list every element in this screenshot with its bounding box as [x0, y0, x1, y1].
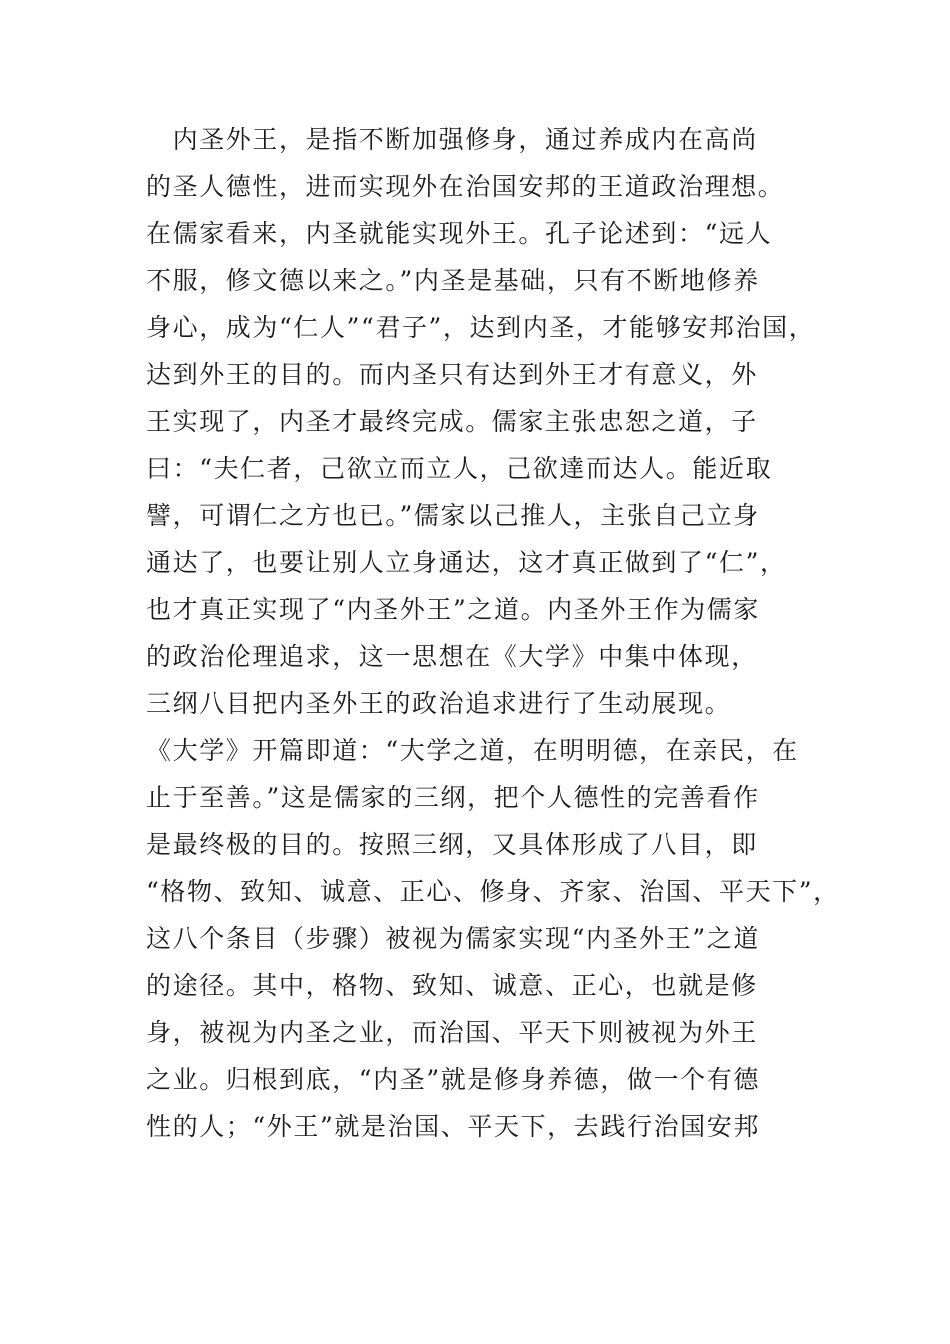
text-line: 达到外王的目的。而内圣只有达到外王才有意义，外	[146, 360, 758, 389]
text-line: 的政治伦理追求，这一思想在《大学》中集中体现，	[146, 642, 758, 671]
text-line: 是最终极的目的。按照三纲，又具体形成了八目，即	[146, 830, 758, 859]
text-line: “格物、致知、诚意、正心、修身、齐家、治国、平天下”，	[146, 877, 840, 906]
text-line: 王实现了，内圣才最终完成。儒家主张忠恕之道，子	[146, 407, 758, 436]
text-line: 性的人；“外王”就是治国、平天下，去践行治国安邦	[146, 1112, 760, 1141]
text-line: 曰：“夫仁者，己欲立而立人，己欲達而达人。能近取	[146, 454, 773, 483]
body-paragraph	[146, 116, 846, 1150]
text-line: 止于至善。”这是儒家的三纲，把个人德性的完善看作	[146, 783, 760, 812]
text-line: 的途径。其中，格物、致知、诚意、正心，也就是修	[146, 971, 758, 1000]
text-line: 不服，修文德以来之。”内圣是基础，只有不断地修养	[146, 266, 760, 295]
text-line: 身心，成为“仁人”“君子”，达到内圣，才能够安邦治国，	[146, 313, 816, 342]
text-line: 的圣人德性，进而实现外在治国安邦的王道政治理想。	[146, 172, 785, 201]
text-line: 之业。归根到底，“内圣”就是修身养德，做一个有德	[146, 1065, 760, 1094]
text-line: 《大学》开篇即道：“大学之道，在明明德，在亲民，在	[146, 736, 799, 765]
text-line: 譬，可谓仁之方也已。”儒家以己推人，主张自己立身	[146, 501, 760, 530]
text-line: 内圣外王，是指不断加强修身，通过养成内在高尚	[146, 125, 758, 154]
text-line: 在儒家看来，内圣就能实现外王。孔子论述到：“远人	[146, 219, 773, 248]
text-line: 身，被视为内圣之业，而治国、平天下则被视为外王	[146, 1018, 758, 1047]
text-line: 三纲八目把内圣外王的政治追求进行了生动展现。	[146, 689, 732, 718]
text-line: 通达了，也要让别人立身通达，这才真正做到了“仁”，	[146, 548, 787, 577]
text-line: 这八个条目（步骤）被视为儒家实现“内圣外王”之道	[146, 924, 760, 953]
text-line: 也才真正实现了“内圣外王”之道。内圣外王作为儒家	[146, 595, 760, 624]
